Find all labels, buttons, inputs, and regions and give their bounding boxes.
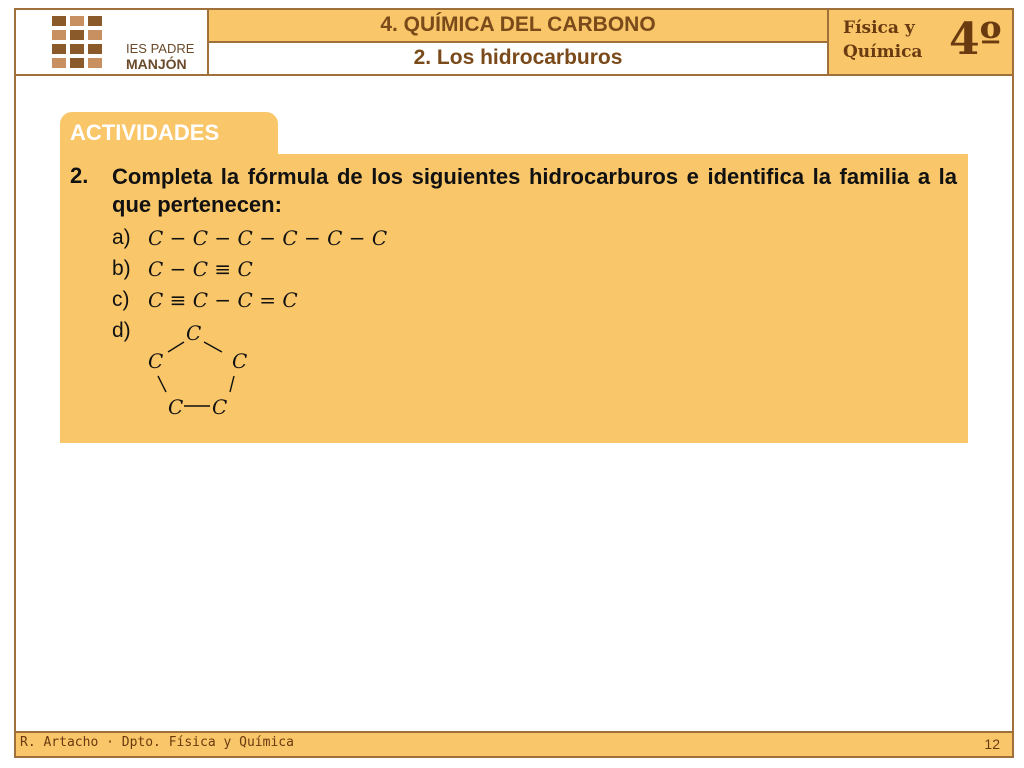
subject-badge [827,10,1012,74]
option-a-formula: C − C − C − C − C − C [148,226,388,250]
option-c-label: c) [112,288,130,311]
activities-tab [60,112,278,156]
ring-atom-right: C [232,349,248,373]
page-number: 12 [984,736,1000,752]
subject-name [843,16,922,64]
ring-atom-left: C [148,349,164,373]
option-a-label: a) [112,226,131,249]
ring-atom-top: C [186,321,202,345]
section-title: 2. Los hidrocarburos [209,43,827,74]
option-b-label: b) [112,257,131,280]
ring-atom-bottom-right: C [212,395,228,419]
footer-author: R. Artacho · Dpto. Física y Química [20,735,294,750]
footer-bar [16,733,1012,756]
cyclopentane-ring [140,320,260,420]
question-text: Completa la fórmula de los siguientes hidrocarburos e identifica la familia a la que pertenecen: [112,164,957,217]
unit-title: 4. QUÍMICA DEL CARBONO [209,10,827,43]
bond-top-left [168,342,184,352]
grade-label: 4º [949,14,1002,65]
option-d-label: d) [112,319,131,342]
subject-line2: Química [843,42,923,62]
activities-tab-label: ACTIVIDADES [70,120,220,145]
option-c-formula: C ≡ C − C = C [148,288,298,312]
logo-blocks-icon [52,16,112,70]
logo-text-line1: IES PADRE [126,41,195,56]
bond-top-right [204,342,222,352]
subject-line1: Física y [843,18,915,38]
header-title-block [209,10,827,74]
bond-left [158,376,166,392]
school-logo [16,10,209,74]
option-b-formula: C − C ≡ C [148,257,253,281]
ring-atom-bottom-left: C [168,395,184,419]
bond-right [230,376,234,392]
header-divider [16,74,1012,76]
logo-text-line2: MANJÓN [126,56,187,72]
question-number: 2. [70,163,89,188]
